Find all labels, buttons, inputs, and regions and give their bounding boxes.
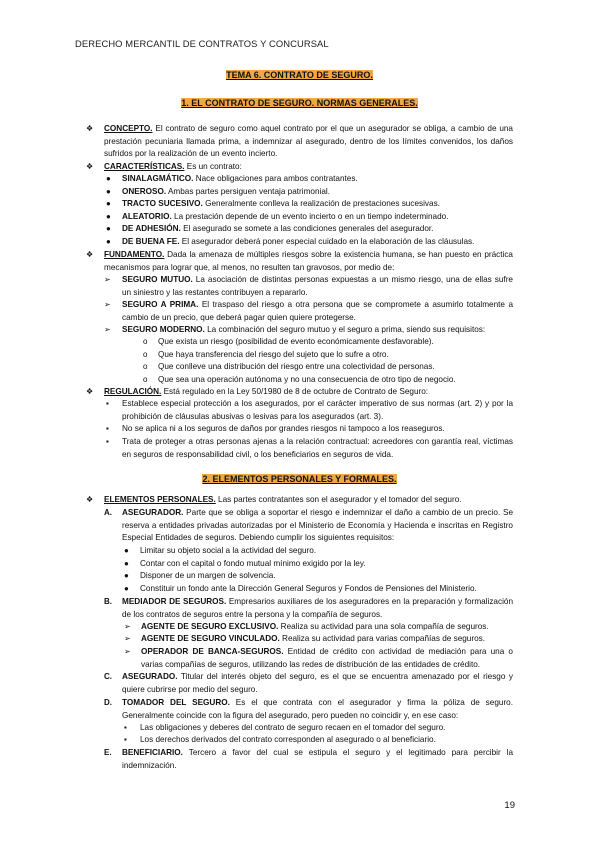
circle-bullet-icon: o <box>143 337 148 346</box>
running-header: DERECHO MERCANTIL DE CONTRATOS Y CONCURSAL <box>75 38 329 49</box>
list-item: Constituir un fondo ante la Dirección General Seguros y Fondos de Pensiones del Ministerio. <box>140 584 477 593</box>
bullet-icon: ● <box>124 559 129 568</box>
diamond-bullet-icon: ❖ <box>86 124 94 133</box>
letter-marker: E. <box>104 748 112 757</box>
bullet-icon: ● <box>106 199 111 208</box>
list-item: Contar con el capital o fondo mutual mínimo exigido por la ley. <box>140 559 366 568</box>
list-item: Que exista un riesgo (posibilidad de evento económicamente desfavorable). <box>158 337 434 346</box>
list-item: AGENTE DE SEGURO VINCULADO. Realiza su actividad para varias compañías de seguros. <box>141 634 486 643</box>
aseguradora-paragraph: ASEGURADOR. Parte que se obliga a soportar el riesgo e indemnizar el daño a cambio de un precio. Se reserva a entidades privadas autorizadas por el Ministerio de Economía y Hacienda e inscritas en Registro Especial Entidades de seguros. Debiendo cumplir los siguientes requisitos: <box>122 508 513 543</box>
list-item: Que haya transferencia del riesgo del sujeto que lo sufre a otro. <box>158 350 389 359</box>
letter-marker: C. <box>104 672 112 681</box>
list-item: SEGURO MUTUO. La asociación de distintas personas expuestas a un mismo riesgo, una de ellas sufre un siniestro y las restantes contribuyen a repararlo. <box>122 275 513 297</box>
list-item: Que conlleve una distribución del riesgo entre una colectividad de personas. <box>158 362 435 371</box>
circle-bullet-icon: o <box>143 375 148 384</box>
elementos-heading: ELEMENTOS PERSONALES. Las partes contratantes son el asegurador y el tomador del seguro. <box>104 495 462 504</box>
square-bullet-icon: ▪ <box>124 723 127 732</box>
bullet-icon: ● <box>106 212 111 221</box>
tomador-paragraph: TOMADOR DEL SEGURO. Es el que contrata con el asegurador y firma la póliza de seguro. Generalmente coincide con la figura del asegurado, pero pueden no coincidir y, en ese caso: <box>122 698 513 720</box>
list-item: DE ADHESIÓN. El asegurado se somete a las condiciones generales del asegurador. <box>122 224 434 233</box>
list-item: DE BUENA FE. El asegurador deberá poner especial cuidado en la elaboración de las cláusulas. <box>122 237 475 246</box>
list-item: AGENTE DE SEGURO EXCLUSIVO. Realiza su actividad para una sola compañía de seguros. <box>141 622 489 631</box>
letter-marker: D. <box>104 698 112 707</box>
square-bullet-icon: ▪ <box>106 399 109 408</box>
diamond-bullet-icon: ❖ <box>86 387 94 396</box>
mediador-paragraph: MEDIADOR DE SEGUROS. Empresarios auxiliares de los aseguradores en la preparación y formalización de los contratos de seguros entre la persona y la compañía de seguros. <box>122 597 513 619</box>
bullet-icon: ● <box>106 237 111 246</box>
beneficiario-paragraph: BENEFICIARIO. Tercero a favor del cual se estipula el seguro y el legitimado para percibir la indemnización. <box>122 748 513 770</box>
list-item: Las obligaciones y deberes del contrato de seguro recaen en el tomador del seguro. <box>140 723 446 732</box>
letter-marker: A. <box>104 508 112 517</box>
list-item: TRACTO SUCESIVO. Generalmente conlleva la realización de prestaciones sucesivas. <box>122 199 440 208</box>
caracteristicas-heading: CARACTERÍSTICAS. Es un contrato: <box>104 162 242 171</box>
letter-marker: B. <box>104 597 112 606</box>
bullet-icon: ● <box>124 571 129 580</box>
circle-bullet-icon: o <box>143 362 148 371</box>
list-item: ONEROSO. Ambas partes persiguen ventaja patrimonial. <box>122 187 330 196</box>
square-bullet-icon: ▪ <box>124 735 127 744</box>
section-heading-1: 1. EL CONTRATO DE SEGURO. NORMAS GENERALES. <box>181 98 418 108</box>
asegurado-paragraph: ASEGURADO. Titular del interés objeto del seguro, es el que se encuentra amenazado por el riesgo y quiere cubrirse por medio del seguro. <box>122 672 513 694</box>
square-bullet-icon: ▪ <box>106 424 109 433</box>
list-item: SEGURO MODERNO. La combinación del seguro mutuo y el seguro a prima, siendo sus requisitos: <box>122 325 486 334</box>
bullet-icon: ● <box>106 174 111 183</box>
list-item: ALEATORIO. La prestación depende de un evento incierto o en un tiempo indeterminado. <box>122 212 449 221</box>
concepto-paragraph: CONCEPTO. El contrato de seguro como aquel contrato por el que un asegurador se obliga, a cambio de una prestación pecuniaria llamada prima, a indemnizar al asegurado, dentro de los límites convenidos, los daños sufridos por la realización de un evento incierto. <box>104 124 513 159</box>
fundamento-paragraph: FUNDAMENTO. Dada la amenaza de múltiples riesgos sobre la existencia humana, se han puesto en práctica mecanismos para lograr que, al menos, no resulten tan gravosos, por medio de: <box>104 250 513 272</box>
diamond-bullet-icon: ❖ <box>86 250 94 259</box>
list-item: Establece especial protección a los asegurados, por el carácter imperativo de sus normas (art. 2) y por la prohibición de cláusulas abusivas o lesivas para los asegurados (art. 3). <box>122 399 513 421</box>
list-item: Que sea una operación autónoma y no una consecuencia de otro tipo de negocio. <box>158 375 456 384</box>
bullet-icon: ● <box>106 187 111 196</box>
arrow-bullet-icon: ➢ <box>104 275 111 284</box>
bullet-icon: ● <box>124 546 129 555</box>
square-bullet-icon: ▪ <box>106 437 109 446</box>
list-item: Trata de proteger a otras personas ajenas a la relación contractual: acreedores con garantía real, víctimas en seguros de responsabilidad civil, o los beneficiarios en seguros de vida. <box>122 437 513 459</box>
page-number: 19 <box>504 800 515 811</box>
list-item: Los derechos derivados del contrato corresponden al asegurado o al beneficiario. <box>140 735 436 744</box>
chapter-title: TEMA 6. CONTRATO DE SEGURO. <box>226 70 373 80</box>
section-heading-2: 2. ELEMENTOS PERSONALES Y FORMALES. <box>202 474 397 484</box>
list-item: SINALAGMÁTICO. Nace obligaciones para ambos contratantes. <box>122 174 358 183</box>
arrow-bullet-icon: ➢ <box>104 300 111 309</box>
bullet-icon: ● <box>106 224 111 233</box>
list-item: OPERADOR DE BANCA-SEGUROS. Entidad de crédito con actividad de mediación para una o varias compañías de seguros, utilizando las redes de distribución de las entidades de crédito. <box>141 647 513 669</box>
list-item: No se aplica ni a los seguros de daños por grandes riesgos ni tampoco a los reaseguros. <box>122 424 445 433</box>
bullet-icon: ● <box>124 584 129 593</box>
circle-bullet-icon: o <box>143 350 148 359</box>
list-item: Limitar su objeto social a la actividad del seguro. <box>140 546 317 555</box>
regulacion-heading: REGULACIÓN. Está regulado en la Ley 50/1980 de 8 de octubre de Contrato de Seguro: <box>104 387 429 396</box>
list-item: Disponer de un margen de solvencia. <box>140 571 276 580</box>
arrow-bullet-icon: ➢ <box>124 634 131 643</box>
list-item: SEGURO A PRIMA. El traspaso del riesgo a otra persona que se compromete a asumirlo totalmente a cambio de un precio, que deberá pagar quien quiere protegerse. <box>122 300 513 322</box>
diamond-bullet-icon: ❖ <box>86 162 94 171</box>
arrow-bullet-icon: ➢ <box>124 647 131 656</box>
arrow-bullet-icon: ➢ <box>104 325 111 334</box>
diamond-bullet-icon: ❖ <box>86 495 94 504</box>
arrow-bullet-icon: ➢ <box>124 622 131 631</box>
